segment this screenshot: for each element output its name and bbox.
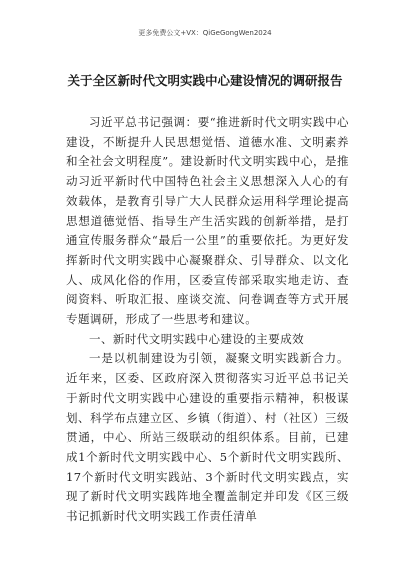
document-body: [66, 113, 349, 527]
intro-paragraph: 习近平总书记强调：要“推进新时代文明实践中心建设，不断提升人民思想觉悟、道德水准、文明素养和全社会文明程度”。建设新时代文明实践中心，是推动习近平新时代中国特色社会主义思想深入人心的有效载体，是教育引导广大人民群众运用科学理论提高思想道德觉悟、指导生产生活实践的创新举措，是打通宣传服务群众“最后一公里”的重要依托。为更好发挥新时代文明实践中心凝聚群众、引导群众、以文化人、成风化俗的作用，区委宣传部采取实地走访、查阅资料、听取汇报、座谈交流、问卷调查等方式开展专题调研，形成了一些思考和建议。: [66, 115, 349, 327]
page-header: 更多免费公文+VX：QiGeGongWen2024: [138, 29, 272, 37]
section-heading: 一、新时代文明实践中心建设的主要成效: [89, 331, 305, 346]
document-title: 关于全区新时代文明实践中心建设情况的调研报告: [67, 73, 343, 88]
body-paragraph: 一是以机制建设为引领，凝聚文明实践新合力。近年来，区委、区政府深入贯彻落实习近平总书记关于新时代文明实践中心建设的重要指示精神，积极谋划、科学布点建立区、乡镇（街道）、村（社区）三级贯通，中心、所站三级联动的组织体系。目前，已建成1个新时代文明实践中心、5个新时代文明实践所、17个新时代文明实践站、3个新时代文明实践点，实现了新时代文明实践阵地全覆盖制定并印发《区三级书记抓新时代文明实践工作责任清单: [66, 351, 349, 524]
